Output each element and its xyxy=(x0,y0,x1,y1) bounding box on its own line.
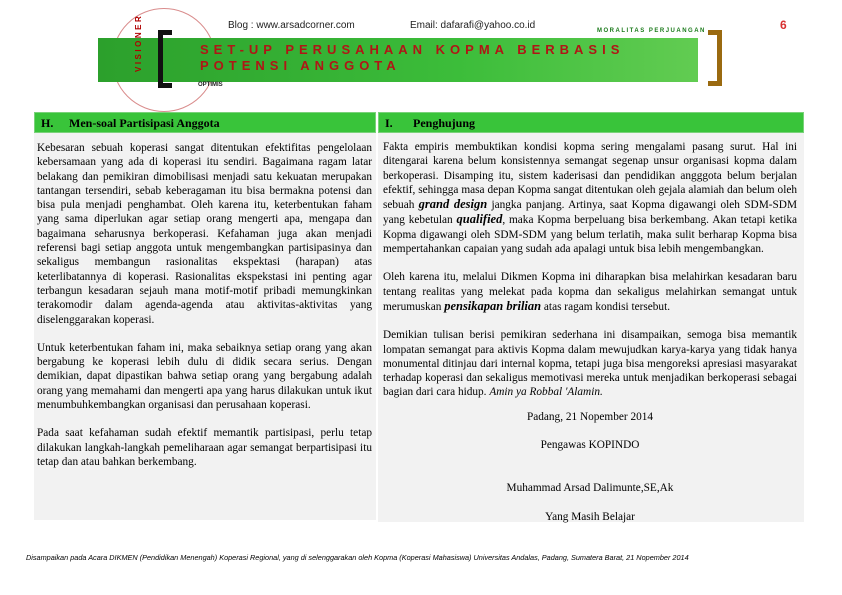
paragraph: Kebesaran sebuah koperasi sangat ditentukan efektifitas pengelolaan kebersamaan yang ada di koperasi itu sendiri. Bagaimana ragam latar belakang dan pemikiran dimobilisasi menjadi satu kekuatan merupakan tantangan tersendiri, sebab keberagaman itu bisa bermakna potensi dan bisa pula menjadi penghambat. Oleh karena itu, keterbentukan faham yang sama diperlukan agar setiap orang mengerti apa, mengapa dan bagaimana seharusnya berkoperasi. Kefahaman juga akan menjadi referensi bagi setiap anggota untuk mengembangkan partisipasinya dan sekaligus membangun rasionalitas ekspektasi (harapan) atas keterlibatannya di koperasi. Rasionalitas ekspekstasi ini penting agar terbangun kesadaran sejauh mana motif-motif pribadi memungkinkan terakomodir dalam agenda-agenda atau aktivitas-aktivitas yang diselenggarakan koperasi. xyxy=(37,142,372,326)
closing-prayer: Amin ya Robbal 'Alamin. xyxy=(489,386,603,399)
paragraph: Demikian tulisan berisi pemikiran sederhana ini disampaikan, semoga bisa memantik lompatan semangat para aktivis Kopma dalam mewujudkan karya-karya yang tidak hanya monumental ditinjau dari internal kopma, tetapi juga bisa mengoreksi apresiasi masyarakat terhadap koperasi dan sekaligus memotivasi mereka untuk menjadikan berkoperasi sebagai bagian dari cara hidup. Amin ya Robbal 'Alamin. xyxy=(383,329,797,399)
section-title: Men-soal Partisipasi Anggota xyxy=(69,116,220,130)
signature-role: Pengawas KOPINDO xyxy=(540,439,640,452)
left-column-body xyxy=(34,133,376,469)
email-address: Email: dafarafi@yahoo.co.id xyxy=(410,20,536,31)
author-name: Muhammad Arsad Dalimunte,SE,Ak xyxy=(506,482,674,495)
author-closing: Yang Masih Belajar xyxy=(545,510,635,523)
blog-address: Blog : www.arsadcorner.com xyxy=(228,20,355,31)
page-title xyxy=(200,42,624,74)
paragraph: Oleh karena itu, melalui Dikmen Kopma ini diharapkan bisa melahirkan kesadaran baru tentang realitas yang melekat pada kopma dan sekaligus melahirkan semangat untuk merumuskan pensikapan brilian atas ragam kondisi tersebut. xyxy=(383,271,797,313)
emphasis-text: qualified xyxy=(456,212,503,227)
left-column xyxy=(34,112,376,520)
place-date: Padang, 21 Nopember 2014 xyxy=(526,410,654,423)
optimis-label: OPTIMIS xyxy=(198,82,223,88)
page-number: 6 xyxy=(780,18,787,32)
section-number: I. xyxy=(385,116,393,130)
emphasis-text: pensikapan brilian xyxy=(444,298,542,313)
emphasis-text: grand design xyxy=(418,197,488,212)
side-label: VISIONER xyxy=(134,13,143,72)
right-bracket xyxy=(708,30,722,86)
section-title: Penghujung xyxy=(413,116,476,130)
footer-note: Disampaikan pada Acara DIKMEN (Pendidikan Menengah) Koperasi Regional, yang di selenggarakan oleh Kopma (Koperasi Mahasiswa) Universitas Andalas, Padang, Sumatera Barat, 21 Nopember 2014 xyxy=(26,553,689,562)
left-column-heading xyxy=(34,112,376,133)
right-column xyxy=(378,112,804,522)
paragraph: Untuk keterbentukan faham ini, maka sebaiknya setiap orang yang akan bergabung ke koperasi lebih dulu di didik secara serius. Dengan demikian, dapat dipastikan bahwa setiap orang yang bergabung adalah orang yang memahami dan mengerti apa yang harus dilakukan untuk ikut menumbuhkembangkan organisasi dan perusahaan koperasi. xyxy=(37,341,372,412)
paragraph: Fakta empiris membuktikan kondisi kopma sering mengalami pasang surut. Hal ini ditengarai karena belum konsistennya semangat segenap unsur organisasi kopma dalam berkoperasi. Disamping itu, sistem kaderisasi dan pendidikan angggota belum berjalan efektif, sehingga masa depan Kopma sangat ditentukan oleh gejala alamiah dan belum oleh sebuah grand design jangka panjang. Artinya, saat Kopma digawangi oleh SDM-SDM yang kebetulan qualified, maka Kopma berpeluang bisa berkembang. Akan tetapi ketika Kopma digawangi oleh SDM-SDM yang belum terlatih, maka sulit berharap Kopma bisa mempertahankan capaian yang sudah ada apalagi untuk bisa lebih mengembangkan. xyxy=(383,141,797,256)
section-number: H. xyxy=(41,116,54,130)
right-column-body xyxy=(378,133,804,524)
left-bracket xyxy=(158,30,172,88)
title-line-1: SET-UP PERUSAHAAN KOPMA BERBASIS xyxy=(200,42,625,57)
header-tagline: MORALITAS PERJUANGAN xyxy=(597,28,706,34)
title-line-2: POTENSI ANGGOTA xyxy=(200,58,401,73)
paragraph: Pada saat kefahaman sudah efektif memantik partisipasi, perlu tetap dilakukan langkah-langkah pemeliharaan agar semangat berpartisipasi itu tetap dan atau bahkan berkembang. xyxy=(37,427,372,468)
right-column-heading xyxy=(378,112,804,133)
